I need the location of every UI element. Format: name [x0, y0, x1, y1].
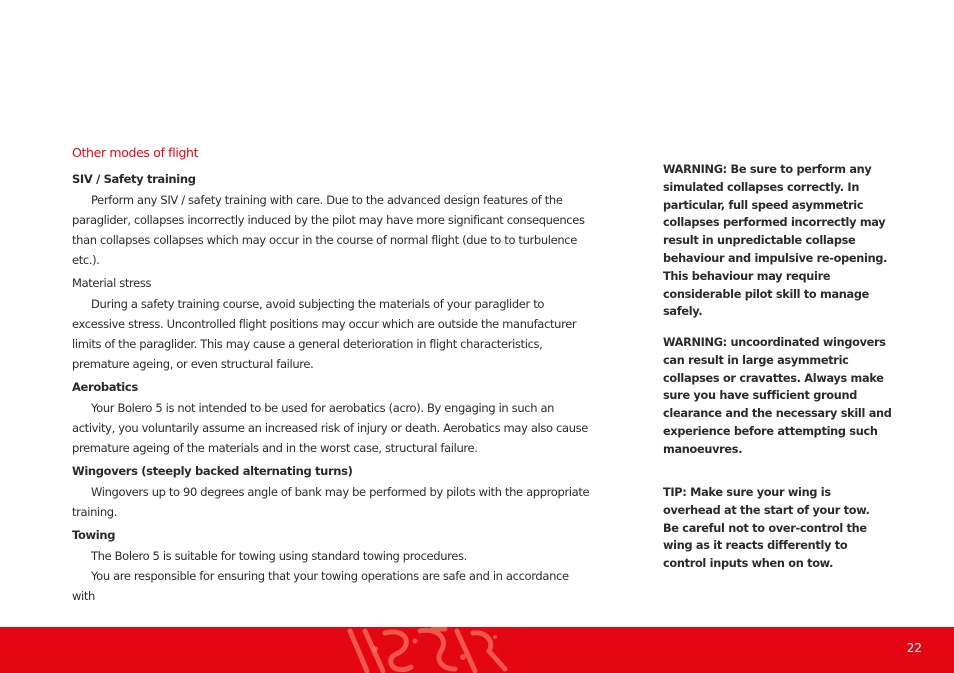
brand-graphic-icon — [345, 627, 515, 673]
tip-note-towing: TIP: Make sure your wing is overhead at the start of your tow. Be careful not to over-control the wing as it reacts differently to control inputs when on tow. — [663, 486, 870, 571]
footer-bar — [0, 627, 954, 673]
siv-heading: SIV / Safety training — [72, 172, 196, 186]
warning-note-collapses: WARNING: Be sure to perform any simulated collapses correctly. In particular, full speed asymmetric collapses performed incorrectly may result in unpredictable collapse behaviour and impulsive re-opening. This behaviour may require considerable pilot skill to manage safely. — [663, 163, 888, 319]
main-content — [72, 142, 592, 606]
material-stress-heading: Material stress — [72, 276, 152, 290]
warning-note-wingovers: WARNING: uncoordinated wingovers can result in large asymmetric collapses or cravattes. Always make sure you have sufficient ground clearance and the necessary skill and experience before attempting such manoeuvres. — [663, 336, 892, 456]
wingovers-heading: Wingovers (steeply backed alternating turns) — [72, 464, 353, 478]
towing-paragraph-1: The Bolero 5 is suitable for towing using standard towing procedures. — [91, 549, 467, 563]
towing-heading: Towing — [72, 528, 116, 542]
aerobatics-heading: Aerobatics — [72, 380, 138, 394]
page-number: 22 — [906, 641, 922, 655]
siv-paragraph: Perform any SIV / safety training with care. Due to the advanced design features of the paraglider, collapses incorrectly induced by the pilot may have more significant consequences than collapses collapses which may occur in the course of normal flight (due to to turbulence etc.). — [72, 193, 585, 267]
material-stress-paragraph: During a safety training course, avoid subjecting the materials of your paraglider to excessive stress. Uncontrolled flight positions may occur which are outside the manufacturer limits of the paraglider. This may cause a general deterioration in flight characteristics, premature ageing, or even structural failure. — [72, 297, 577, 371]
aerobatics-paragraph: Your Bolero 5 is not intended to be used for aerobatics (acro). By engaging in such an activity, you voluntarily assume an increased risk of injury or death. Aerobatics may also cause premature ageing of the materials and in the worst case, structural failure. — [72, 401, 589, 455]
section-title: Other modes of flight — [72, 145, 199, 160]
towing-paragraph-2: You are responsible for ensuring that your towing operations are safe and in accordance with — [72, 569, 569, 603]
wingovers-paragraph: Wingovers up to 90 degrees angle of bank may be performed by pilots with the appropriate training. — [72, 485, 590, 519]
